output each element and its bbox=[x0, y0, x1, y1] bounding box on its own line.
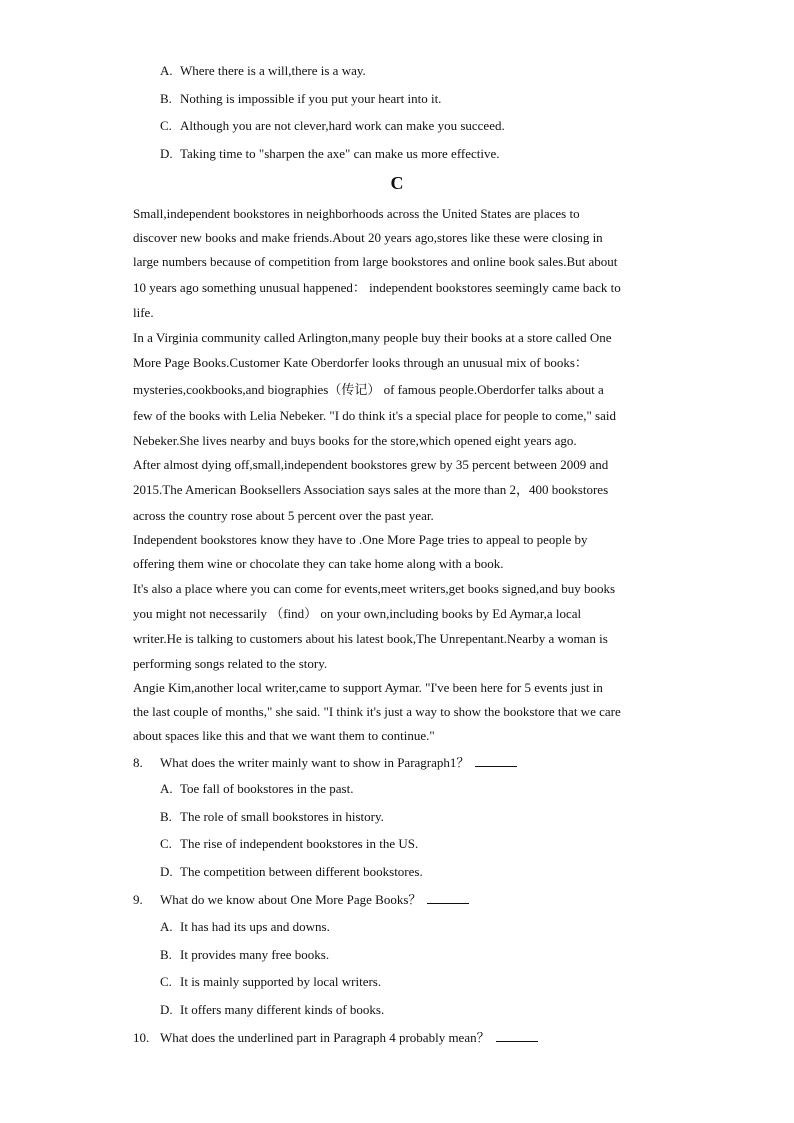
passage-line: few of the books with Lelia Nebeker. "I do think it's a special place for people to come," said bbox=[133, 408, 616, 423]
option-text: The rise of independent bookstores in the US. bbox=[180, 836, 419, 851]
q9-option-b bbox=[160, 947, 329, 963]
passage-line: Nebeker.She lives nearby and buys books for the store,which opened eight years ago. bbox=[133, 433, 577, 448]
option-letter: A. bbox=[160, 919, 173, 934]
answer-blank[interactable] bbox=[475, 754, 517, 767]
q8-option-d bbox=[160, 864, 423, 880]
option-text: Taking time to "sharpen the axe" can make us more effective. bbox=[180, 146, 500, 161]
option-text: Toe fall of bookstores in the past. bbox=[180, 781, 354, 796]
passage-line: offering them wine or chocolate they can take home along with a book. bbox=[133, 556, 504, 571]
prev-option-a bbox=[160, 63, 366, 79]
passage-line: Small,independent bookstores in neighborhoods across the United States are places to bbox=[133, 206, 580, 221]
passage-line: writer.He is talking to customers about his latest book,The Unrepentant.Nearby a woman is bbox=[133, 631, 608, 646]
q8-option-c bbox=[160, 836, 418, 852]
passage-line: performing songs related to the story. bbox=[133, 656, 328, 671]
option-letter: D. bbox=[160, 146, 173, 161]
answer-blank[interactable] bbox=[427, 891, 469, 904]
option-letter: B. bbox=[160, 91, 172, 106]
option-letter: A. bbox=[160, 63, 173, 78]
passage-line: 2015.The American Booksellers Association says sales at the more than 2，400 bookstores bbox=[133, 482, 609, 497]
option-text: It provides many free books. bbox=[180, 947, 330, 962]
option-letter: A. bbox=[160, 781, 173, 796]
option-text: The role of small bookstores in history. bbox=[180, 809, 384, 824]
passage-line: Angie Kim,another local writer,came to support Aymar. "I've been here for 5 events just in bbox=[133, 680, 603, 695]
answer-blank[interactable] bbox=[496, 1029, 538, 1042]
passage-line: In a Virginia community called Arlington,many people buy their books at a store called One bbox=[133, 330, 612, 345]
passage-line: across the country rose about 5 percent over the past year. bbox=[133, 508, 434, 523]
passage-line: It's also a place where you can come for events,meet writers,get books signed,and buy books bbox=[133, 581, 616, 596]
option-letter: C. bbox=[160, 118, 172, 133]
question-number: 9. bbox=[133, 892, 143, 907]
option-text: Although you are not clever,hard work can make you succeed. bbox=[180, 118, 505, 133]
passage-line: More Page Books.Customer Kate Oberdorfer looks through an unusual mix of books： bbox=[133, 355, 588, 370]
passage-line: large numbers because of competition from large bookstores and online book sales.But about bbox=[133, 254, 618, 269]
passage-line: you might not necessarily （find） on your own,including books by Ed Aymar,a local bbox=[133, 606, 582, 621]
option-letter: D. bbox=[160, 864, 173, 879]
passage-line: about spaces like this and that we want them to continue." bbox=[133, 728, 435, 743]
option-letter: C. bbox=[160, 836, 172, 851]
question-8 bbox=[133, 754, 517, 771]
option-text: It has had its ups and downs. bbox=[180, 919, 330, 934]
q8-option-a bbox=[160, 781, 353, 797]
question-text: What does the writer mainly want to show in Paragraph1？ bbox=[160, 755, 470, 770]
q9-option-d bbox=[160, 1002, 384, 1018]
q9-option-c bbox=[160, 974, 381, 990]
option-text: Where there is a will,there is a way. bbox=[180, 63, 366, 78]
question-number: 8. bbox=[133, 755, 143, 770]
option-letter: B. bbox=[160, 947, 172, 962]
passage-line: After almost dying off,small,independent bookstores grew by 35 percent between 2009 and bbox=[133, 457, 609, 472]
q9-option-a bbox=[160, 919, 330, 935]
passage-line: mysteries,cookbooks,and biographies（传记） of famous people.Oberdorfer talks about a bbox=[133, 382, 604, 397]
option-letter: C. bbox=[160, 974, 172, 989]
prev-option-d bbox=[160, 146, 500, 162]
passage-line: the last couple of months," she said. "I think it's just a way to show the bookstore that we care bbox=[133, 704, 621, 719]
section-heading: C bbox=[390, 173, 404, 193]
question-9 bbox=[133, 891, 469, 908]
option-letter: D. bbox=[160, 1002, 173, 1017]
passage-line: Independent bookstores know they have to .One More Page tries to appeal to people by bbox=[133, 532, 588, 547]
prev-option-c bbox=[160, 118, 505, 134]
question-text: What do we know about One More Page Books？ bbox=[160, 892, 422, 907]
q8-option-b bbox=[160, 809, 384, 825]
passage-line: discover new books and make friends.About 20 years ago,stores like these were closing in bbox=[133, 230, 603, 245]
option-text: It is mainly supported by local writers. bbox=[180, 974, 382, 989]
option-text: Nothing is impossible if you put your heart into it. bbox=[180, 91, 442, 106]
question-text: What does the underlined part in Paragraph 4 probably mean？ bbox=[160, 1030, 490, 1045]
question-10 bbox=[133, 1029, 538, 1046]
passage-line: 10 years ago something unusual happened： independent bookstores seemingly came back to bbox=[133, 280, 621, 295]
option-letter: B. bbox=[160, 809, 172, 824]
option-text: The competition between different bookstores. bbox=[180, 864, 423, 879]
question-number: 10. bbox=[133, 1030, 150, 1045]
option-text: It offers many different kinds of books. bbox=[180, 1002, 385, 1017]
passage-line: life. bbox=[133, 305, 154, 320]
prev-option-b bbox=[160, 91, 441, 107]
